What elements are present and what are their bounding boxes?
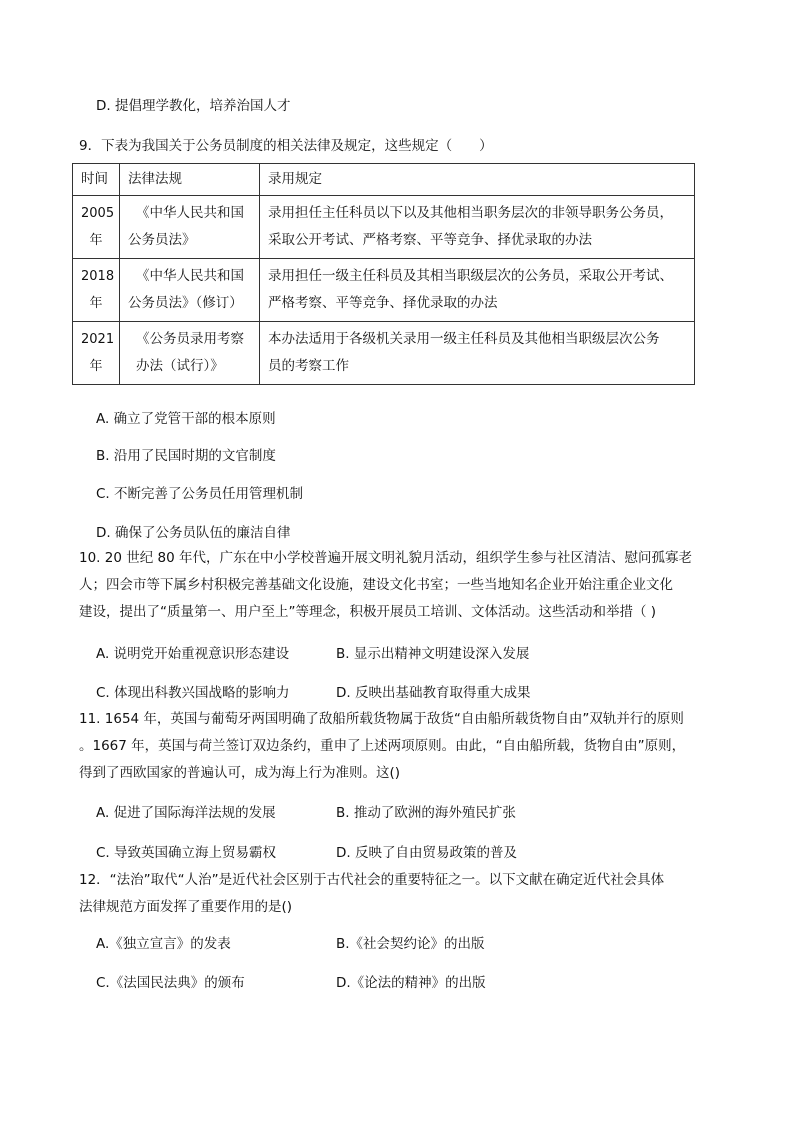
q10-stem-line: 人；四会市等下属乡村积极完善基础文化设施，建设文化书室；一些当地知名企业开始注重企业文化	[79, 577, 673, 593]
q10-option-c: C. 体现出科教兴国战略的影响力	[96, 685, 290, 701]
q9-option-c: C. 不断完善了公务员任用管理机制	[96, 486, 304, 502]
q8-option-d: D. 提倡理学教化，培养治国人才	[96, 98, 291, 114]
q9-option-b: B. 沿用了民国时期的文官制度	[96, 448, 276, 464]
law-line: 《中华人民共和国	[136, 268, 244, 284]
year-cell	[73, 322, 120, 385]
q11-option-a: A. 促进了国际海洋法规的发展	[96, 805, 276, 821]
q12-stem-line: 法律规范方面发挥了重要作用的是()	[79, 899, 293, 915]
year-cell	[73, 259, 120, 322]
rule-line: 员的考察工作	[268, 358, 349, 374]
q12-stem	[79, 867, 719, 921]
law-line: 《中华人民共和国	[136, 205, 244, 221]
q10-stem-line: 10. 20 世纪 80 年代，广东在中小学校普遍开展文明礼貌月活动，组织学生参与社区清洁、慰问孤寡老	[79, 550, 692, 566]
law-line: 《公务员录用考察	[136, 331, 244, 347]
q12-option-b: B.《社会契约论》的出版	[336, 936, 485, 952]
q12-stem-line: 12．“法治”取代“人治”是近代社会区别于古代社会的重要特征之一。以下文献在确定近代社会具体	[79, 872, 665, 888]
rule-line: 录用担任主任科员以下以及其他相当职务层次的非领导职务公务员，	[268, 205, 673, 221]
q11-stem-line: 得到了西欧国家的普遍认可，成为海上行为准则。这()	[79, 765, 401, 781]
law-line: 办法（试行）》	[136, 358, 224, 374]
q11-option-d: D. 反映了自由贸易政策的普及	[336, 845, 517, 861]
q9-stem: 9．下表为我国关于公务员制度的相关法律及规定，这些规定（ ）	[79, 138, 493, 154]
law-line: 公务员法》	[128, 232, 196, 248]
q9-option-a: A. 确立了党管干部的根本原则	[96, 411, 276, 427]
rule-cell	[260, 259, 695, 322]
header-time: 时间	[73, 164, 120, 196]
q12-option-a: A.《独立宣言》的发表	[96, 936, 231, 952]
rule-line: 严格考察、平等竞争、择优录取的办法	[268, 295, 498, 311]
q10-option-a: A. 说明党开始重视意识形态建设	[96, 646, 290, 662]
law-cell	[120, 322, 260, 385]
q11-option-c: C. 导致英国确立海上贸易霸权	[96, 845, 277, 861]
q10-stem-line: 建设，提出了“质量第一、用户至上”等理念，积极开展员工培训、文体活动。这些活动和举措（ )	[79, 604, 657, 620]
rule-line: 录用担任一级主任科员及其相当职级层次的公务员，采取公开考试、	[268, 268, 673, 284]
rule-line: 本办法适用于各级机关录用一级主任科员及其他相当职级层次公务	[268, 331, 660, 347]
law-table	[72, 163, 695, 385]
year-unit: 年	[89, 359, 103, 374]
header-law: 法律法规	[120, 164, 260, 196]
table-row	[73, 259, 695, 322]
year-number: 2018	[81, 269, 115, 284]
rule-line: 采取公开考试、严格考察、平等竞争、择优录取的办法	[268, 232, 592, 248]
law-cell	[120, 259, 260, 322]
q11-stem-line: 11. 1654 年，英国与葡萄牙两国明确了敌船所载货物属于敌货“自由船所载货物自由”双轨并行的原则	[79, 711, 684, 727]
header-rule: 录用规定	[260, 164, 695, 196]
q9-option-d: D. 确保了公务员队伍的廉洁自律	[96, 525, 291, 541]
year-unit: 年	[89, 233, 103, 248]
year-number: 2021	[81, 332, 115, 347]
q10-option-d: D. 反映出基础教育取得重大成果	[336, 685, 531, 701]
table-row	[73, 322, 695, 385]
rule-cell	[260, 322, 695, 385]
q11-stem-line: 。1667 年，英国与荷兰签订双边条约，重申了上述两项原则。由此，“自由船所载，货物自由”原则，	[79, 738, 686, 754]
table-header-row	[73, 164, 695, 196]
q11-option-b: B. 推动了欧洲的海外殖民扩张	[336, 805, 516, 821]
rule-cell	[260, 196, 695, 259]
year-unit: 年	[89, 296, 103, 311]
q10-option-b: B. 显示出精神文明建设深入发展	[336, 646, 530, 662]
law-line: 公务员法》（修订）	[128, 295, 243, 311]
table-row	[73, 196, 695, 259]
q12-option-c: C.《法国民法典》的颁布	[96, 975, 245, 991]
q11-stem	[79, 706, 719, 787]
q12-option-d: D.《论法的精神》的出版	[336, 975, 486, 991]
year-number: 2005	[81, 206, 115, 221]
law-cell	[120, 196, 260, 259]
year-cell	[73, 196, 120, 259]
q10-stem	[79, 545, 719, 626]
